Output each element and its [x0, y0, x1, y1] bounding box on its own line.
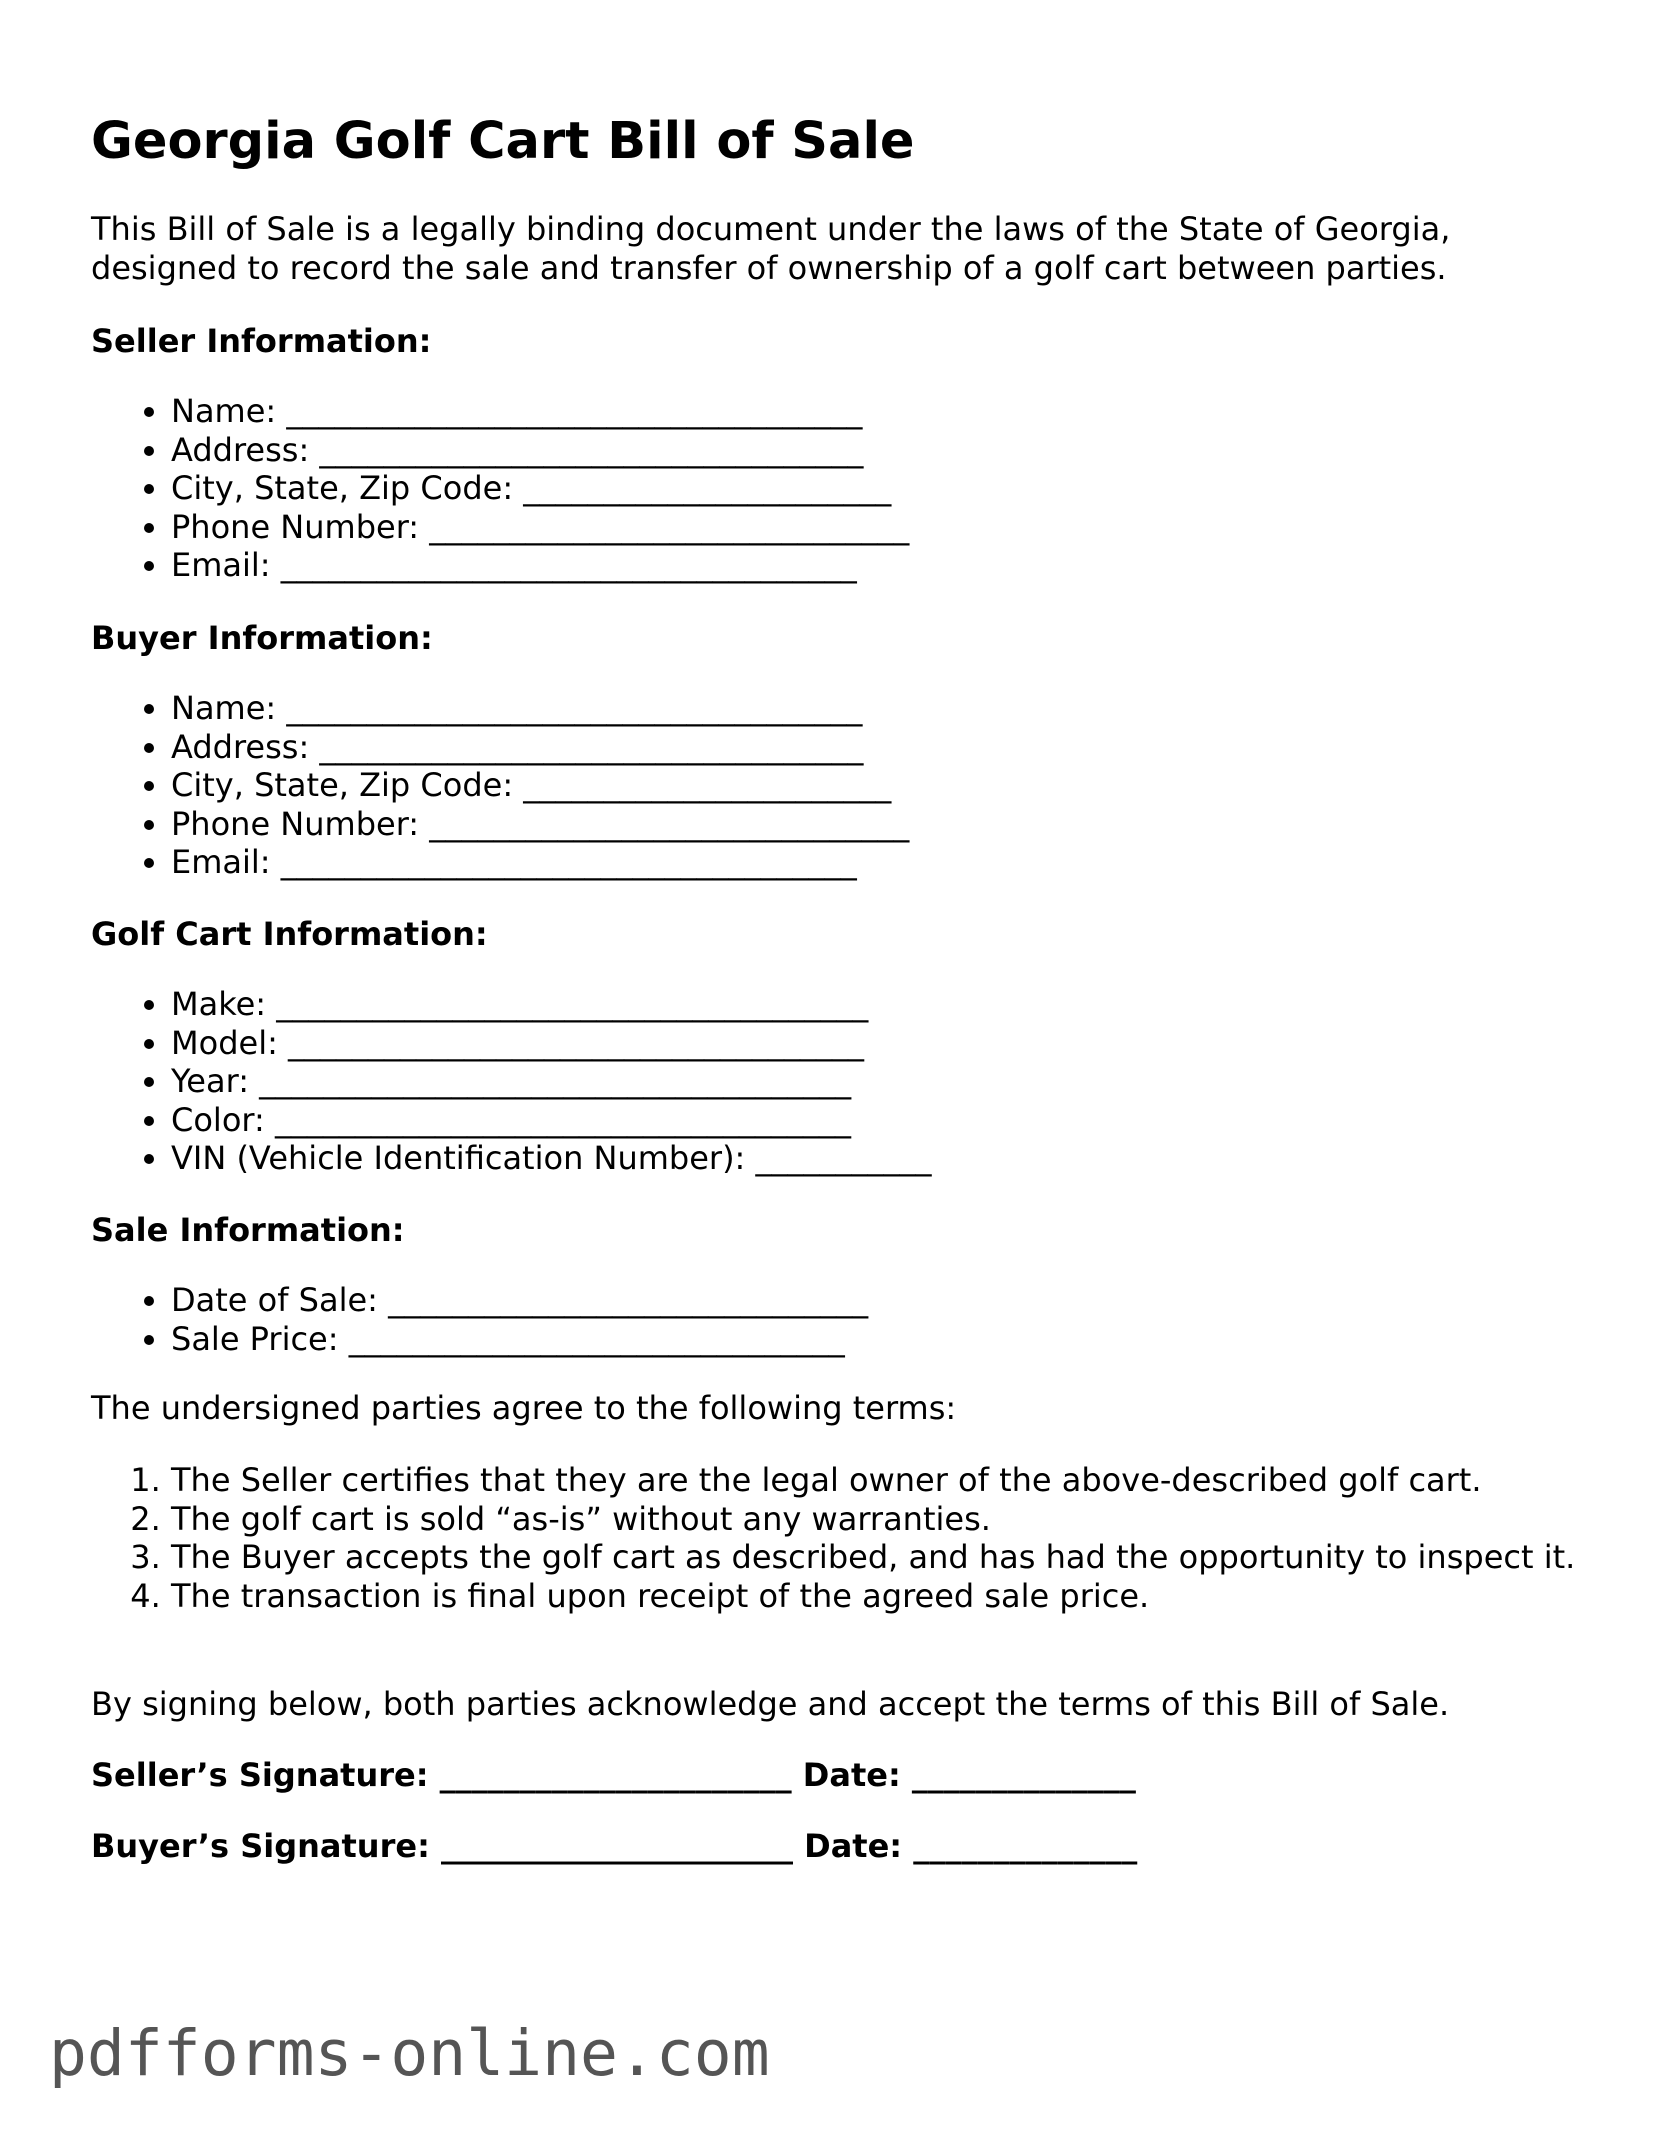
- cart-vin-field: • VIN (Vehicle Identification Number): ___________: [171, 1139, 1631, 1178]
- cart-make-field: • Make: _____________________________________: [171, 985, 1631, 1024]
- seller-city-field: • City, State, Zip Code: _______________________: [171, 469, 1631, 508]
- sale-heading: Sale Information:: [91, 1211, 405, 1249]
- buyer-heading: Buyer Information:: [91, 619, 433, 657]
- intro-paragraph: This Bill of Sale is a legally binding document under the laws of the State of Georgia, designed to record the sale and transfer of ownership of a golf cart between parties.: [91, 210, 1451, 287]
- buyer-phone-field: • Phone Number: ______________________________: [171, 805, 1631, 844]
- document-title: Georgia Golf Cart Bill of Sale: [91, 112, 915, 171]
- terms-intro: The undersigned parties agree to the following terms:: [91, 1389, 957, 1427]
- term-item: 2. The golf cart is sold “as-is” without any warranties.: [171, 1500, 1631, 1539]
- buyer-fields: [91, 689, 1631, 882]
- acknowledge-paragraph: By signing below, both parties acknowledge and accept the terms of this Bill of Sale.: [91, 1685, 1450, 1723]
- buyer-city-field: • City, State, Zip Code: _______________________: [171, 766, 1631, 805]
- seller-phone-field: • Phone Number: ______________________________: [171, 508, 1631, 547]
- term-item: 1. The Seller certifies that they are the legal owner of the above-described golf cart.: [171, 1461, 1631, 1500]
- seller-fields: [91, 392, 1631, 585]
- sale-date-field: • Date of Sale: ______________________________: [171, 1281, 1631, 1320]
- seller-address-field: • Address: __________________________________: [171, 431, 1631, 470]
- sale-fields: [91, 1281, 1631, 1358]
- cart-year-field: • Year: _____________________________________: [171, 1062, 1631, 1101]
- buyer-signature-line: Buyer’s Signature: ______________________ Date: ______________: [91, 1827, 1138, 1865]
- term-item: 3. The Buyer accepts the golf cart as described, and has had the opportunity to inspect it.: [171, 1538, 1631, 1577]
- cart-fields: [91, 985, 1631, 1178]
- terms-list: [91, 1461, 1631, 1615]
- seller-email-field: • Email: ____________________________________: [171, 546, 1631, 585]
- term-item: 4. The transaction is final upon receipt of the agreed sale price.: [171, 1577, 1631, 1616]
- buyer-email-field: • Email: ____________________________________: [171, 843, 1631, 882]
- seller-name-field: • Name: ____________________________________: [171, 392, 1631, 431]
- cart-model-field: • Model: ____________________________________: [171, 1024, 1631, 1063]
- cart-color-field: • Color: ____________________________________: [171, 1101, 1631, 1140]
- buyer-address-field: • Address: __________________________________: [171, 728, 1631, 767]
- seller-heading: Seller Information:: [91, 322, 432, 360]
- cart-heading: Golf Cart Information:: [91, 915, 488, 953]
- seller-signature-line: Seller’s Signature: ______________________ Date: ______________: [91, 1756, 1136, 1794]
- watermark-text: pdfforms-online.com: [49, 2017, 770, 2090]
- buyer-name-field: • Name: ____________________________________: [171, 689, 1631, 728]
- sale-price-field: • Sale Price: _______________________________: [171, 1320, 1631, 1359]
